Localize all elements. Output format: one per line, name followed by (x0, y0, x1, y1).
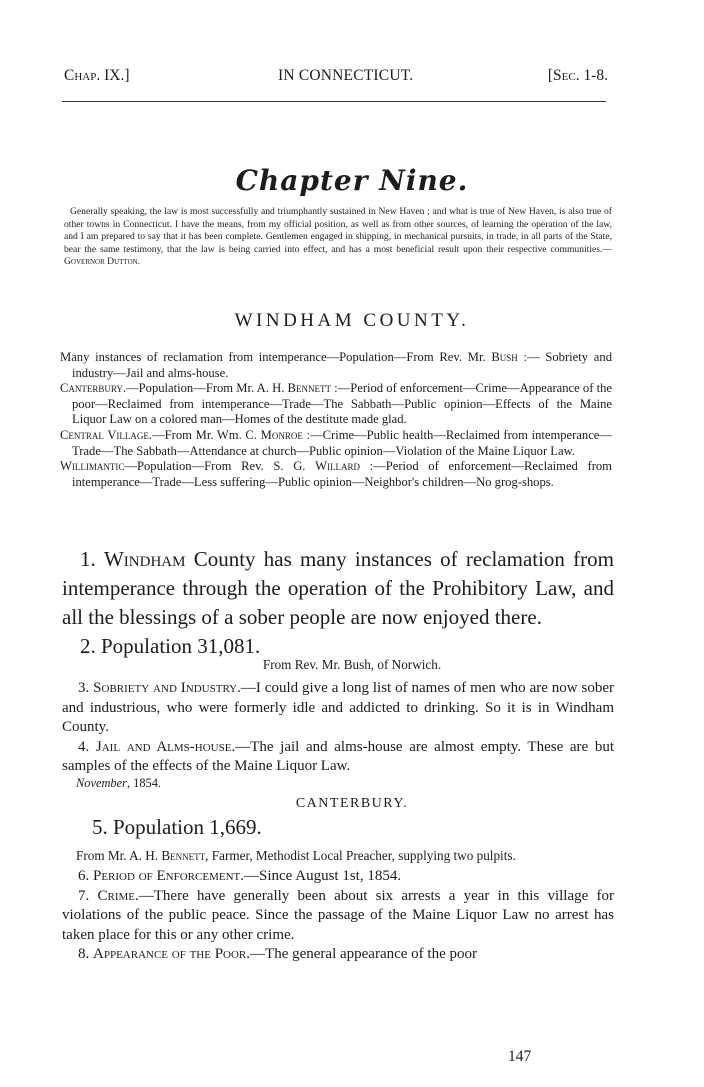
page-number: 147 (508, 1048, 532, 1065)
running-head-chapter: Chap. IX.] (64, 67, 130, 84)
date-line: November, 1854. (76, 776, 162, 790)
paragraph-3: 3. Sobriety and Industry.—I could give a long list of names of men who are now sober and industrious, who were formerly idle and addicted to drinking. So it is in Windham County. (62, 680, 614, 735)
section-heading-canterbury: CANTERBURY. (295, 796, 409, 811)
running-head (64, 63, 608, 89)
synopsis-item: Canterbury.—Population—From Mr. A. H. Bennett :—Period of enforcement—Crime—Appearance of the poor—Reclaimed from intemperance—Trade—The Sabbath—Public opinion—Effects of the Maine Liquor Law on a colored man—Homes of the destitute made glad. (60, 381, 612, 427)
attribution-bennett: From Mr. A. H. Bennett, Farmer, Methodist Local Preacher, supplying two pulpits. (76, 848, 516, 863)
synopsis-item: Willimantic—Population—From Rev. S. G. Willard :—Period of enforcement—Reclaimed from intemperance—Trade—Less suffering—Public opinion—Neighbor's children—No grog-shops. (60, 459, 612, 489)
epigraph-attribution: Governor Dutton. (64, 256, 141, 268)
chapter-synopsis (60, 350, 612, 490)
running-head-title: IN CONNECTICUT. (278, 67, 414, 84)
paragraph-4: 4. Jail and Alms-house.—The jail and alms-house are almost empty. These are but samples of the effects of the Maine Liquor Law. (62, 738, 615, 774)
paragraph-7: 7. Crime.—There have generally been about six arrests a year in this village for violations of the public peace. Since the passage of the Maine Liquor Law no arrest has taken place for this or any other crime. (62, 887, 614, 943)
attribution-bush: From Rev. Mr. Bush, of Norwich. (262, 657, 442, 672)
paragraphs-3-4 (62, 679, 614, 777)
paragraph-6: 6. Period of Enforcement.—Since August 1st, 1854. (78, 868, 402, 884)
paragraph-2: 2. Population 31,081. (80, 634, 261, 658)
paragraph-1: 1. Windham County has many instances of reclamation from intemperance through the operation of the Prohibitory Law, and all the blessings of a sober people are now enjoyed there. 2. Population 31,081. (62, 545, 614, 661)
epigraph-text: Generally speaking, the law is most successfully and triumphantly sustained in New Haven ; and what is true of New Haven, is also true of other towns in Connecticut. I have the means, from my official position, as well as from other sources, of learning the operation of the law, and I am prepared to say that it has been complete. Gentlemen engaged in shipping, in mechanical pursuits, in trade, in all parts of the State, bear the same testimony, that the law is being carried into effect, and has a most beneficial result upon their respective communities.— (64, 206, 612, 255)
running-head-section: [Sec. 1-8. (547, 67, 608, 84)
paragraphs-6-8 (62, 867, 614, 965)
paragraph-8: 8. Appearance of the Poor.—The general appearance of the poor (78, 946, 477, 962)
county-heading: WINDHAM COUNTY. (234, 310, 470, 331)
chapter-title: Chapter Nine. (235, 164, 469, 197)
header-rule (62, 101, 606, 102)
epigraph (64, 206, 612, 269)
synopsis-item: Many instances of reclamation from intemperance—Population—From Rev. Mr. Bush :— Sobriety and industry—Jail and alms-house. (60, 350, 612, 380)
synopsis-item: Central Village.—From Mr. Wm. C. Monroe :—Crime—Public health—Reclaimed from intemperance—Trade—The Sabbath—Attendance at church—Public opinion—Violation of the Maine Liquor Law. (60, 427, 612, 458)
paragraph-5: 5. Population 1,669. (92, 815, 262, 839)
